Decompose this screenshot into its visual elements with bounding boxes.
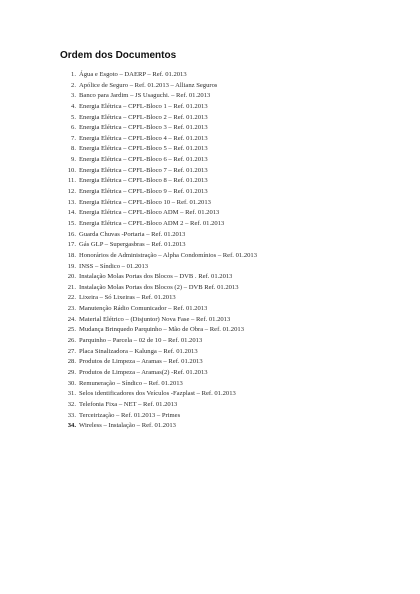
list-item-number: 16. bbox=[67, 230, 76, 238]
list-item bbox=[60, 293, 400, 304]
list-item bbox=[60, 272, 400, 283]
list-item-text: Material Elétrico – (Disjuntor) Nova Fase – Ref. 01.2013 bbox=[79, 315, 231, 323]
list-item-text: Energia Elétrica – CPFL-Bloco 4 – Ref. 01.2013 bbox=[79, 134, 208, 142]
list-item bbox=[60, 400, 400, 411]
list-item-number: 14. bbox=[67, 209, 76, 217]
list-item-number: 28. bbox=[67, 358, 76, 366]
list-item bbox=[60, 81, 400, 92]
list-item-text: Energia Elétrica – CPFL-Bloco 10 – Ref. 01.2013 bbox=[79, 198, 211, 206]
list-item bbox=[60, 283, 400, 294]
list-item bbox=[60, 347, 400, 358]
list-item-text: Honorários de Administração – Alpha Condomínios – Ref. 01.2013 bbox=[79, 251, 258, 259]
list-item bbox=[60, 198, 400, 209]
list-item-number: 32. bbox=[67, 400, 76, 408]
list-item-text: Energia Elétrica – CPFL-Bloco 8 – Ref. 01.2013 bbox=[79, 177, 208, 185]
list-item bbox=[60, 208, 400, 219]
list-item-text: Energia Elétrica – CPFL-Bloco 2 – Ref. 01.2013 bbox=[79, 113, 208, 121]
list-item-number: 3. bbox=[71, 92, 76, 100]
list-item-text: Remuneração – Síndico – Ref. 01.2013 bbox=[79, 379, 183, 387]
list-item-text: Lixeira – Só Lixeiras – Ref. 01.2013 bbox=[79, 294, 176, 302]
list-item-text: Energia Elétrica – CPFL-Bloco 6 – Ref. 01.2013 bbox=[79, 156, 208, 164]
list-item-number: 17. bbox=[67, 241, 76, 249]
list-item-text: Água e Esgoto – DAERP – Ref. 01.2013 bbox=[79, 71, 187, 78]
list-item-number: 24. bbox=[67, 315, 76, 323]
list-item-text: Selos identificadores dos Veículos -Fazplast – Ref. 01.2013 bbox=[79, 390, 236, 398]
list-item-text: Mudança Brinquedo Parquinho – Mão de Obra – Ref. 01.2013 bbox=[79, 326, 244, 334]
list-item bbox=[60, 155, 400, 166]
list-item bbox=[60, 230, 400, 241]
list-item-text: Apólice de Seguro – Ref. 01.2013 – Allianz Seguros bbox=[79, 81, 218, 89]
list-item-number: 6. bbox=[71, 124, 76, 132]
list-item-number: 30. bbox=[67, 379, 76, 387]
list-item bbox=[60, 262, 400, 273]
list-item-number: 5. bbox=[71, 113, 76, 121]
list-item bbox=[60, 368, 400, 379]
list-item-number: 15. bbox=[67, 219, 76, 227]
list-item-text: Guarda Chuvas -Portaria – Ref. 01.2013 bbox=[79, 230, 186, 238]
list-item bbox=[60, 70, 400, 81]
list-item-number: 27. bbox=[67, 347, 76, 355]
list-item bbox=[60, 102, 400, 113]
list-item-text: Parquinho – Parcela – 02 de 10 – Ref. 01.2013 bbox=[79, 337, 203, 345]
list-item-number: 31. bbox=[67, 390, 76, 398]
list-item-number: 12. bbox=[67, 188, 76, 196]
list-item-number: 9. bbox=[71, 156, 76, 164]
list-item bbox=[60, 251, 400, 262]
list-item bbox=[60, 379, 400, 390]
list-item-text: Terceirização – Ref. 01.2013 – Primes bbox=[79, 411, 181, 419]
list-item-text: Energia Elétrica – CPFL-Bloco ADM 2 – Ref. 01.2013 bbox=[79, 219, 225, 227]
list-item-number: 23. bbox=[67, 305, 76, 313]
list-item bbox=[60, 123, 400, 134]
list-item-number: 18. bbox=[67, 251, 76, 259]
list-item bbox=[60, 304, 400, 315]
list-item bbox=[60, 325, 400, 336]
list-item bbox=[60, 176, 400, 187]
list-item-number: 29. bbox=[67, 368, 76, 376]
list-item-number: 8. bbox=[71, 145, 76, 153]
list-item bbox=[60, 144, 400, 155]
list-item-number: 1. bbox=[71, 71, 76, 78]
list-item bbox=[60, 315, 400, 326]
list-item-number: 7. bbox=[71, 134, 76, 142]
list-item bbox=[60, 240, 400, 251]
list-item bbox=[60, 166, 400, 177]
list-item-text: Produtos de Limpeza – Aramas – Ref. 01.2013 bbox=[79, 358, 203, 366]
list-item-text: Produtos de Limpeza – Aramas(2) -Ref. 01.2013 bbox=[79, 368, 208, 376]
list-item-text: Energia Elétrica – CPFL-Bloco 3 – Ref. 01.2013 bbox=[79, 124, 208, 132]
list-item-number: 10. bbox=[67, 166, 76, 174]
list-item-number: 21. bbox=[67, 283, 76, 291]
list-item bbox=[60, 219, 400, 230]
list-item bbox=[60, 357, 400, 368]
list-item-text: INSS – Síndico – 01.2013 bbox=[79, 262, 149, 270]
list-item-number: 26. bbox=[67, 337, 76, 345]
list-item-number: 13. bbox=[67, 198, 76, 206]
list-item-text: Wireless – Instalação – Ref. 01.2013 bbox=[79, 422, 176, 430]
list-item bbox=[60, 421, 400, 432]
list-item-text: Banco para Jardim – JS Usaguchi. – Ref. 01.2013 bbox=[79, 92, 211, 100]
list-item-number: 2. bbox=[71, 81, 76, 89]
list-item-text: Energia Elétrica – CPFL-Bloco 1 – Ref. 01.2013 bbox=[79, 102, 208, 110]
list-item-text: Energia Elétrica – CPFL-Bloco 5 – Ref. 01.2013 bbox=[79, 145, 208, 153]
list-item bbox=[60, 389, 400, 400]
list-item-number: 4. bbox=[71, 102, 76, 110]
list-item bbox=[60, 113, 400, 124]
list-item bbox=[60, 411, 400, 422]
list-item-number: 33. bbox=[67, 411, 76, 419]
list-item-text: Energia Elétrica – CPFL-Bloco 7 – Ref. 01.2013 bbox=[79, 166, 208, 174]
list-item-text: Energia Elétrica – CPFL-Bloco 9 – Ref. 01.2013 bbox=[79, 188, 208, 196]
list-item bbox=[60, 91, 400, 102]
list-item-number: 25. bbox=[67, 326, 76, 334]
list-item-text: Placa Sinalizadora – Kalunga – Ref. 01.2013 bbox=[79, 347, 198, 355]
list-item-text: Instalação Molas Portas dos Blocos (2) – DVB Ref. 01.2013 bbox=[79, 283, 239, 291]
list-item-number: 34. bbox=[67, 422, 76, 430]
list-item bbox=[60, 336, 400, 347]
list-item-text: Energia Elétrica – CPFL-Bloco ADM – Ref. 01.2013 bbox=[79, 209, 220, 217]
list-item-number: 20. bbox=[67, 273, 76, 281]
list-item-text: Gás GLP – Supergasbras – Ref. 01.2013 bbox=[79, 241, 186, 249]
document-title: Ordem dos Documentos bbox=[60, 50, 177, 61]
list-item-number: 19. bbox=[67, 262, 76, 270]
list-item-number: 11. bbox=[68, 177, 76, 185]
list-item-text: Instalação Molas Portas dos Blocos – DVB . Ref. 01.2013 bbox=[79, 273, 233, 281]
list-item bbox=[60, 187, 400, 198]
list-item-text: Telefonia Fixa – NET – Ref. 01.2013 bbox=[79, 400, 178, 408]
document-list bbox=[60, 70, 400, 432]
list-item-text: Manutenção Rádio Comunicador – Ref. 01.2013 bbox=[79, 305, 208, 313]
list-item-number: 22. bbox=[67, 294, 76, 302]
list-item bbox=[60, 134, 400, 145]
